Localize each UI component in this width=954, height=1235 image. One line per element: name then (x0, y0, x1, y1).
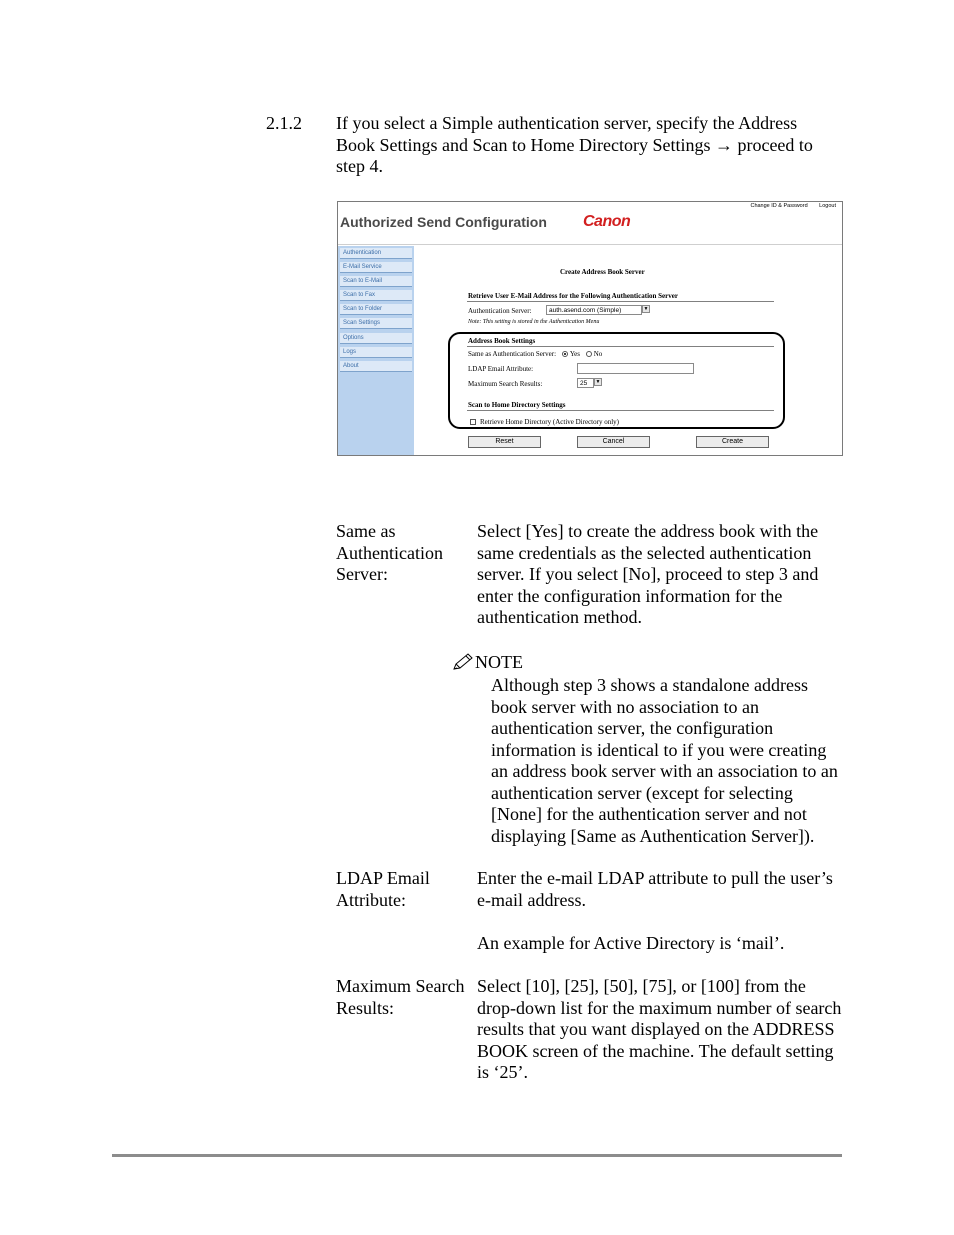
storage-note: Note: This setting is stored in the Authentication Menu (468, 319, 600, 325)
step-number: 2.1.2 (266, 113, 302, 133)
desc-ldap-example: An example for Active Directory is ‘mail’. (477, 933, 785, 953)
pencil-icon (451, 652, 475, 672)
change-id-password-link[interactable]: Change ID & Password (750, 203, 808, 209)
term-ldap-email: LDAP Email Attribute: (336, 868, 430, 910)
retrieve-heading: Retrieve User E-Mail Address for the Following Authentication Server (468, 292, 678, 300)
same-as-auth-label: Same as Authentication Server: (468, 350, 557, 358)
note-heading (451, 652, 523, 674)
chevron-down-icon[interactable]: ▼ (643, 307, 649, 312)
create-button[interactable]: Create (696, 436, 769, 448)
desc-ldap-email: Enter the e-mail LDAP attribute to pull the user’s e-mail address. (477, 868, 833, 910)
reset-button[interactable]: Reset (468, 436, 541, 448)
scan-home-rule (467, 410, 774, 411)
auth-server-label: Authentication Server: (468, 307, 532, 315)
cancel-button[interactable]: Cancel (577, 436, 650, 448)
max-results-label: Maximum Search Results: (468, 380, 543, 388)
retrieve-home-label: Retrieve Home Directory (Active Directory only) (480, 418, 619, 426)
canon-logo: Canon (583, 213, 631, 230)
auth-server-select[interactable]: auth.asend.com (Simple) (546, 305, 642, 315)
footer-rule (112, 1154, 842, 1157)
app-title: Authorized Send Configuration (340, 214, 547, 230)
scan-home-heading: Scan to Home Directory Settings (468, 401, 566, 409)
top-links (740, 203, 836, 209)
retrieve-rule (467, 301, 774, 302)
nav-email-service[interactable]: E-Mail Service (340, 262, 412, 273)
nav-authentication[interactable]: Authentication (340, 248, 412, 259)
chevron-down-icon[interactable]: ▼ (595, 380, 601, 385)
no-radio-label: No (593, 350, 603, 358)
address-book-rule (467, 346, 774, 347)
address-book-heading: Address Book Settings (468, 337, 536, 345)
yes-radio[interactable] (562, 351, 568, 357)
nav-scan-settings[interactable]: Scan Settings (340, 318, 412, 329)
nav-options[interactable]: Options (340, 333, 412, 344)
config-screenshot (337, 201, 843, 456)
nav-scan-to-folder[interactable]: Scan to Folder (340, 304, 412, 315)
retrieve-home-checkbox[interactable] (470, 419, 476, 425)
retrieve-home-row (470, 418, 619, 426)
header-divider (338, 244, 842, 245)
step-instruction: If you select a Simple authentication server, specify the Address Book Settings and Scan to Home Directory Settings → proceed to step 4. (336, 113, 813, 176)
note-label: NOTE (475, 652, 523, 672)
same-as-auth-row (468, 350, 602, 358)
nav-scan-to-fax[interactable]: Scan to Fax (340, 290, 412, 301)
nav-logs[interactable]: Logs (340, 347, 412, 358)
term-max-results: Maximum Search Results: (336, 976, 465, 1018)
sidebar-nav (338, 246, 414, 455)
nav-about[interactable]: About (340, 361, 412, 372)
nav-scan-to-email[interactable]: Scan to E-Mail (340, 276, 412, 287)
term-same-as-auth: Same as Authentication Server: (336, 521, 443, 584)
ldap-label: LDAP Email Attribute: (468, 365, 534, 373)
note-text: Although step 3 shows a standalone address book server with no association to an authentication server, the configuration information is identical to if you were creating an address book server with an association to an authentication server (except for selecting [None] for the authentication server and not displaying [Same as Authentication Server]). (491, 675, 838, 846)
yes-radio-label: Yes (569, 350, 580, 358)
ldap-email-input[interactable] (577, 363, 694, 374)
no-radio[interactable] (586, 351, 592, 357)
desc-same-as-auth: Select [Yes] to create the address book with the same credentials as the selected authentication server. If you select [No], proceed to step 3 and enter the configuration information for the authentication method. (477, 521, 819, 627)
max-results-select[interactable]: 25 (577, 378, 594, 388)
page-heading: Create Address Book Server (560, 268, 645, 276)
logout-link[interactable]: Logout (819, 203, 836, 209)
desc-max-results: Select [10], [25], [50], [75], or [100] from the drop-down list for the maximum number of search results that you want displayed on the ADDRESS BOOK screen of the machine. The default setting is ‘25’. (477, 976, 842, 1082)
